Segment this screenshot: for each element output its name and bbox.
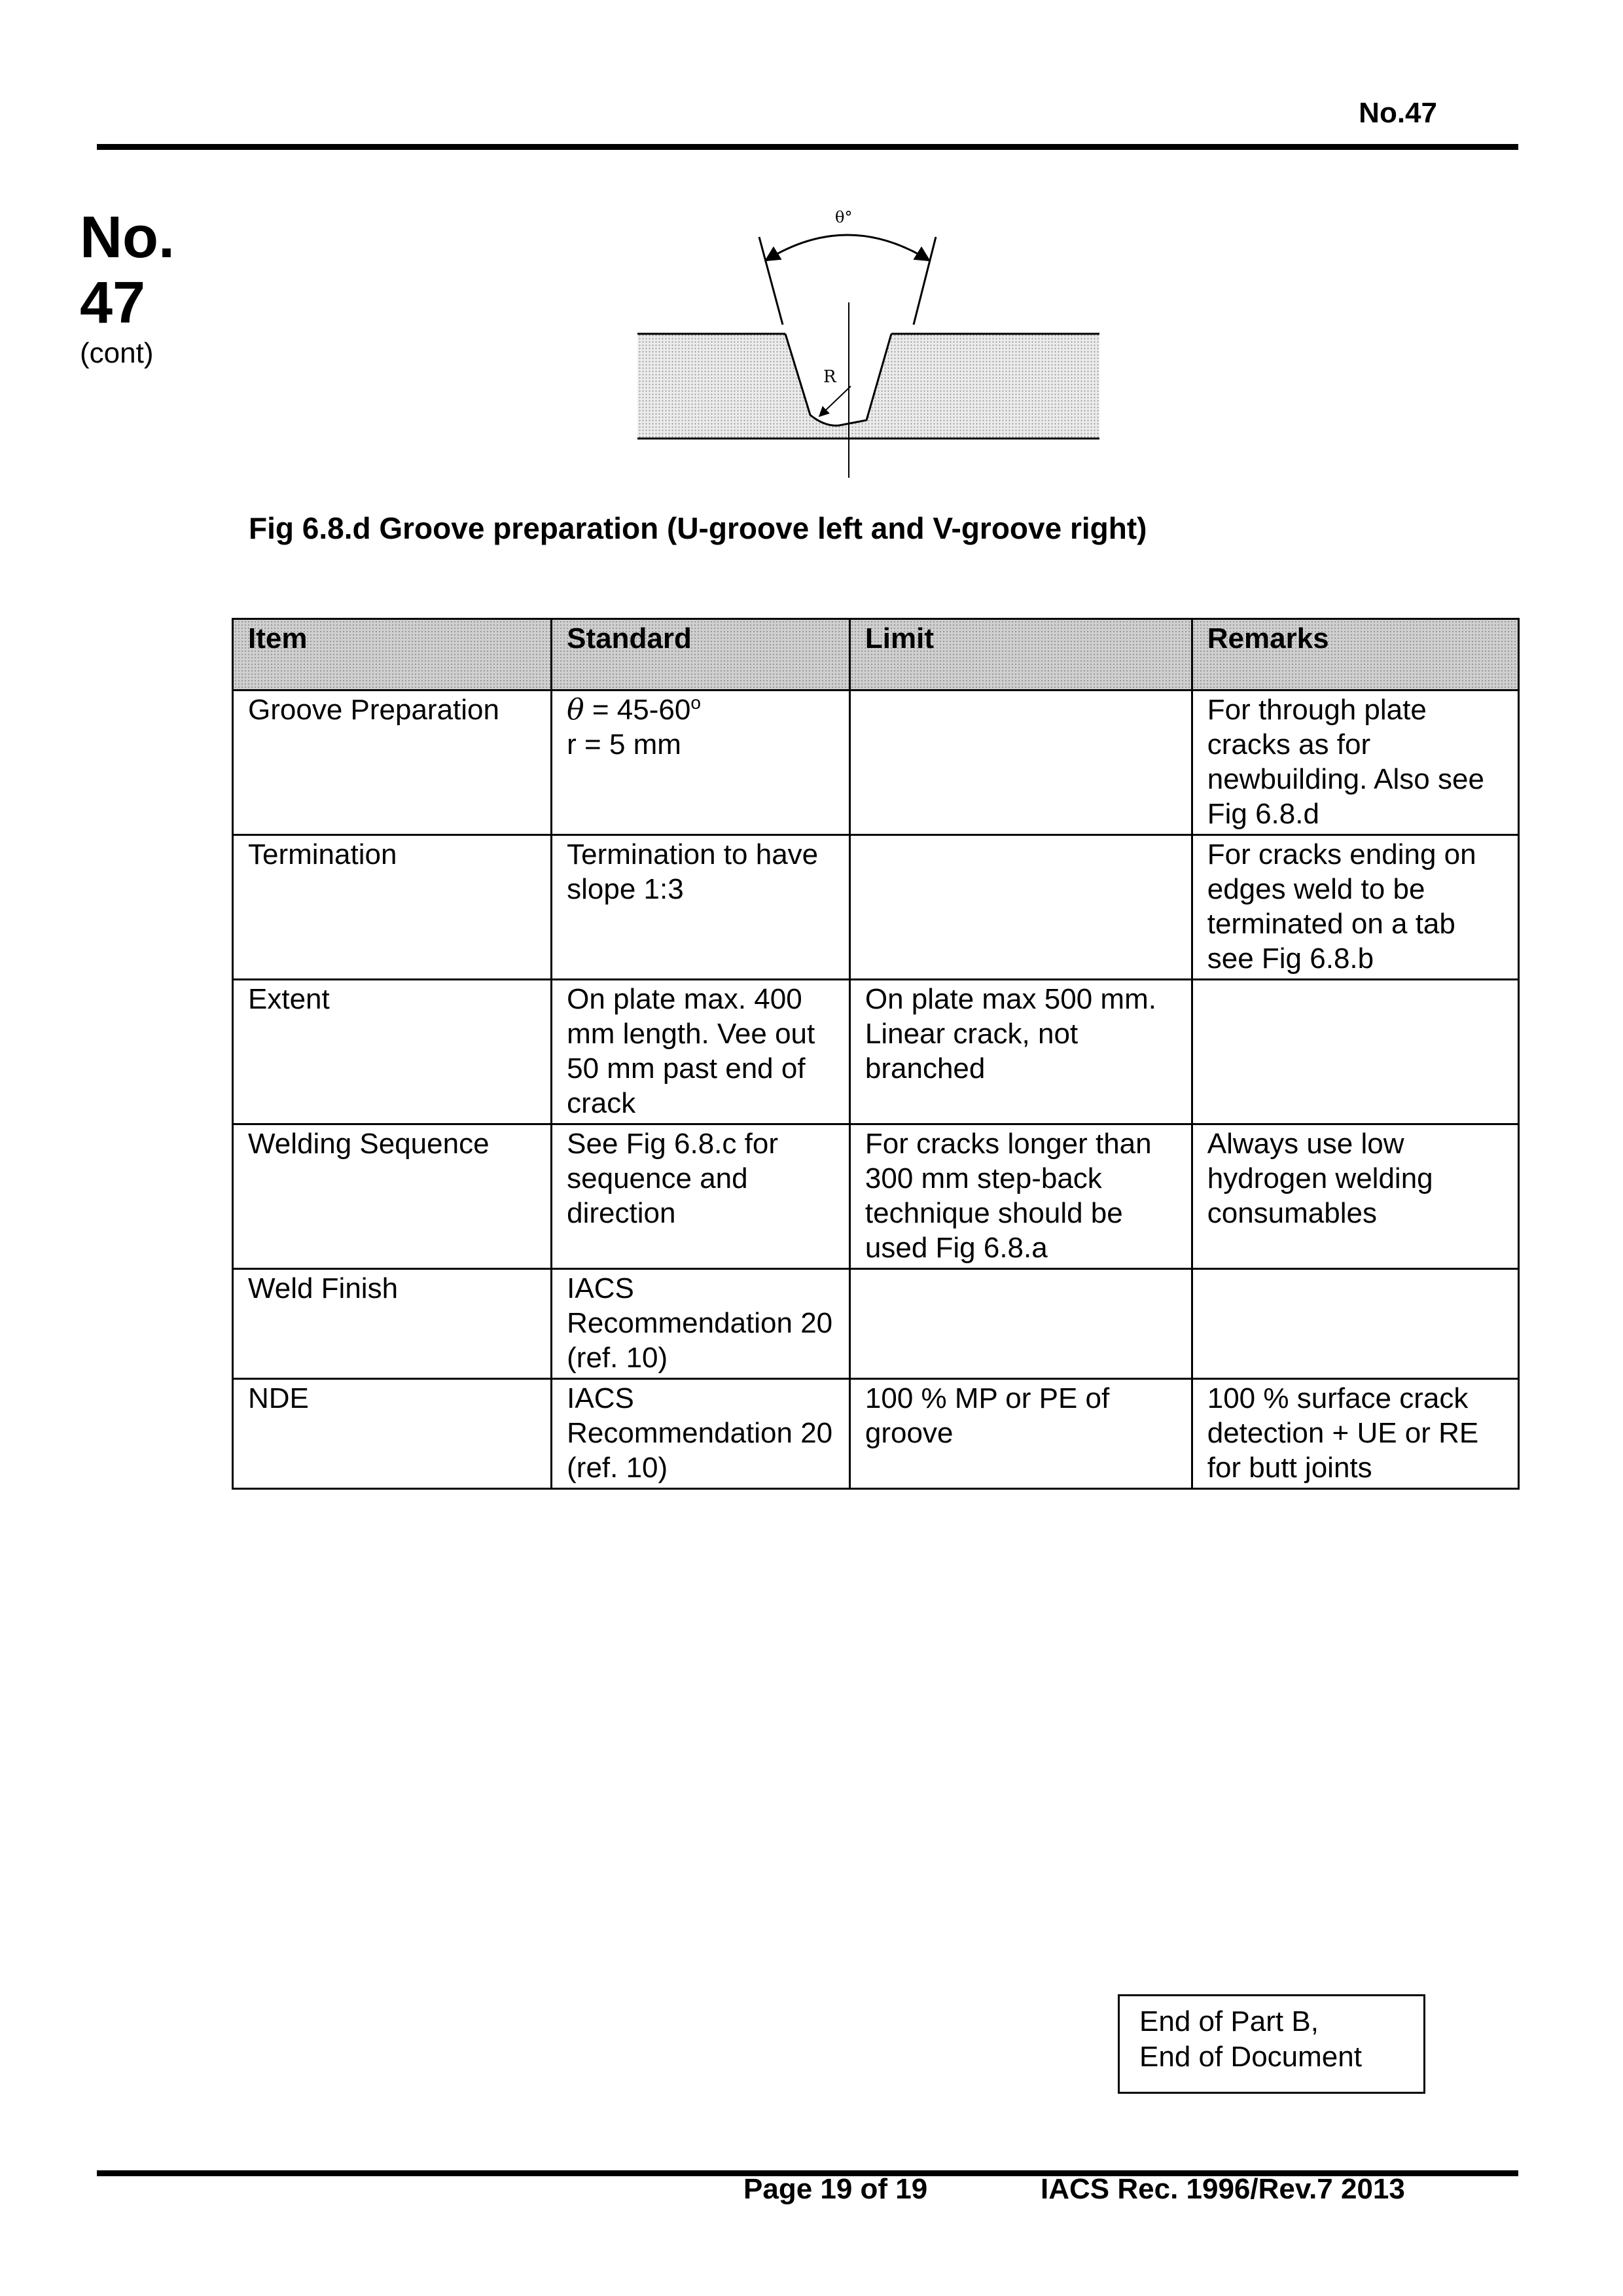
cell-item: NDE <box>233 1379 552 1489</box>
cell-item: Weld Finish <box>233 1269 552 1379</box>
extension-line-right <box>914 237 936 325</box>
column-header-standard: Standard <box>552 619 850 691</box>
extension-line-left <box>759 237 783 325</box>
cell-limit: 100 % MP or PE of groove <box>849 1379 1192 1489</box>
table-row <box>233 980 1519 1124</box>
side-label-cont: (cont) <box>80 337 154 369</box>
cell-remarks <box>1192 980 1518 1124</box>
table-row <box>233 1269 1519 1379</box>
document-number: No.47 <box>1359 97 1437 129</box>
page-number: Page 19 of 19 <box>743 2173 928 2205</box>
cell-limit: On plate max 500 mm. Linear crack, not branched <box>849 980 1192 1124</box>
repair-specification-table <box>232 618 1520 1490</box>
cell-limit: For cracks longer than 300 mm step-back technique should be used Fig 6.8.a <box>849 1124 1192 1269</box>
table-header-row <box>233 619 1519 691</box>
cell-item: Termination <box>233 835 552 980</box>
radius-leader <box>819 386 851 416</box>
cell-remarks: For through plate cracks as for newbuilding. Also see Fig 6.8.d <box>1192 691 1518 835</box>
groove-preparation-figure <box>628 190 1126 484</box>
cell-standard: IACS Recommendation 20 (ref. 10) <box>552 1379 850 1489</box>
angle-arc <box>766 235 929 260</box>
cell-limit <box>849 691 1192 835</box>
side-label-number: 47 <box>80 270 146 336</box>
cell-standard <box>552 691 850 835</box>
theta-symbol: θ <box>567 693 584 726</box>
table-row <box>233 1379 1519 1489</box>
end-note-line1: End of Part B, <box>1139 2005 1319 2037</box>
cell-standard: Termination to have slope 1:3 <box>552 835 850 980</box>
cell-item: Extent <box>233 980 552 1124</box>
cell-remarks: 100 % surface crack detection + UE or RE for butt joints <box>1192 1379 1518 1489</box>
theta-value: = 45-60 <box>584 694 691 726</box>
figure-caption: Fig 6.8.d Groove preparation (U-groove left and V-groove right) <box>249 511 1147 545</box>
column-header-remarks: Remarks <box>1192 619 1518 691</box>
degree-superscript: o <box>690 692 701 713</box>
end-of-document-box <box>1118 1994 1425 2094</box>
radius-value: r = 5 mm <box>567 728 681 761</box>
cell-remarks: For cracks ending on edges weld to be terminated on a tab see Fig 6.8.b <box>1192 835 1518 980</box>
cell-limit <box>849 1269 1192 1379</box>
radius-label: R <box>823 367 836 387</box>
cell-item: Welding Sequence <box>233 1124 552 1269</box>
table-row <box>233 835 1519 980</box>
cell-item: Groove Preparation <box>233 691 552 835</box>
header-rule <box>97 144 1518 150</box>
angle-label: θ° <box>835 208 853 226</box>
cell-remarks: Always use low hydrogen welding consumables <box>1192 1124 1518 1269</box>
cell-limit <box>849 835 1192 980</box>
document-reference: IACS Rec. 1996/Rev.7 2013 <box>1041 2173 1405 2205</box>
table-row <box>233 691 1519 835</box>
plate-shape <box>637 334 1099 439</box>
cell-remarks <box>1192 1269 1518 1379</box>
side-label-no: No. <box>80 205 175 270</box>
cell-standard: IACS Recommendation 20 (ref. 10) <box>552 1269 850 1379</box>
cell-standard: On plate max. 400 mm length. Vee out 50 mm past end of crack <box>552 980 850 1124</box>
column-header-limit: Limit <box>849 619 1192 691</box>
column-header-item: Item <box>233 619 552 691</box>
cell-standard: See Fig 6.8.c for sequence and direction <box>552 1124 850 1269</box>
table-row <box>233 1124 1519 1269</box>
end-note-line2: End of Document <box>1139 2041 1362 2073</box>
